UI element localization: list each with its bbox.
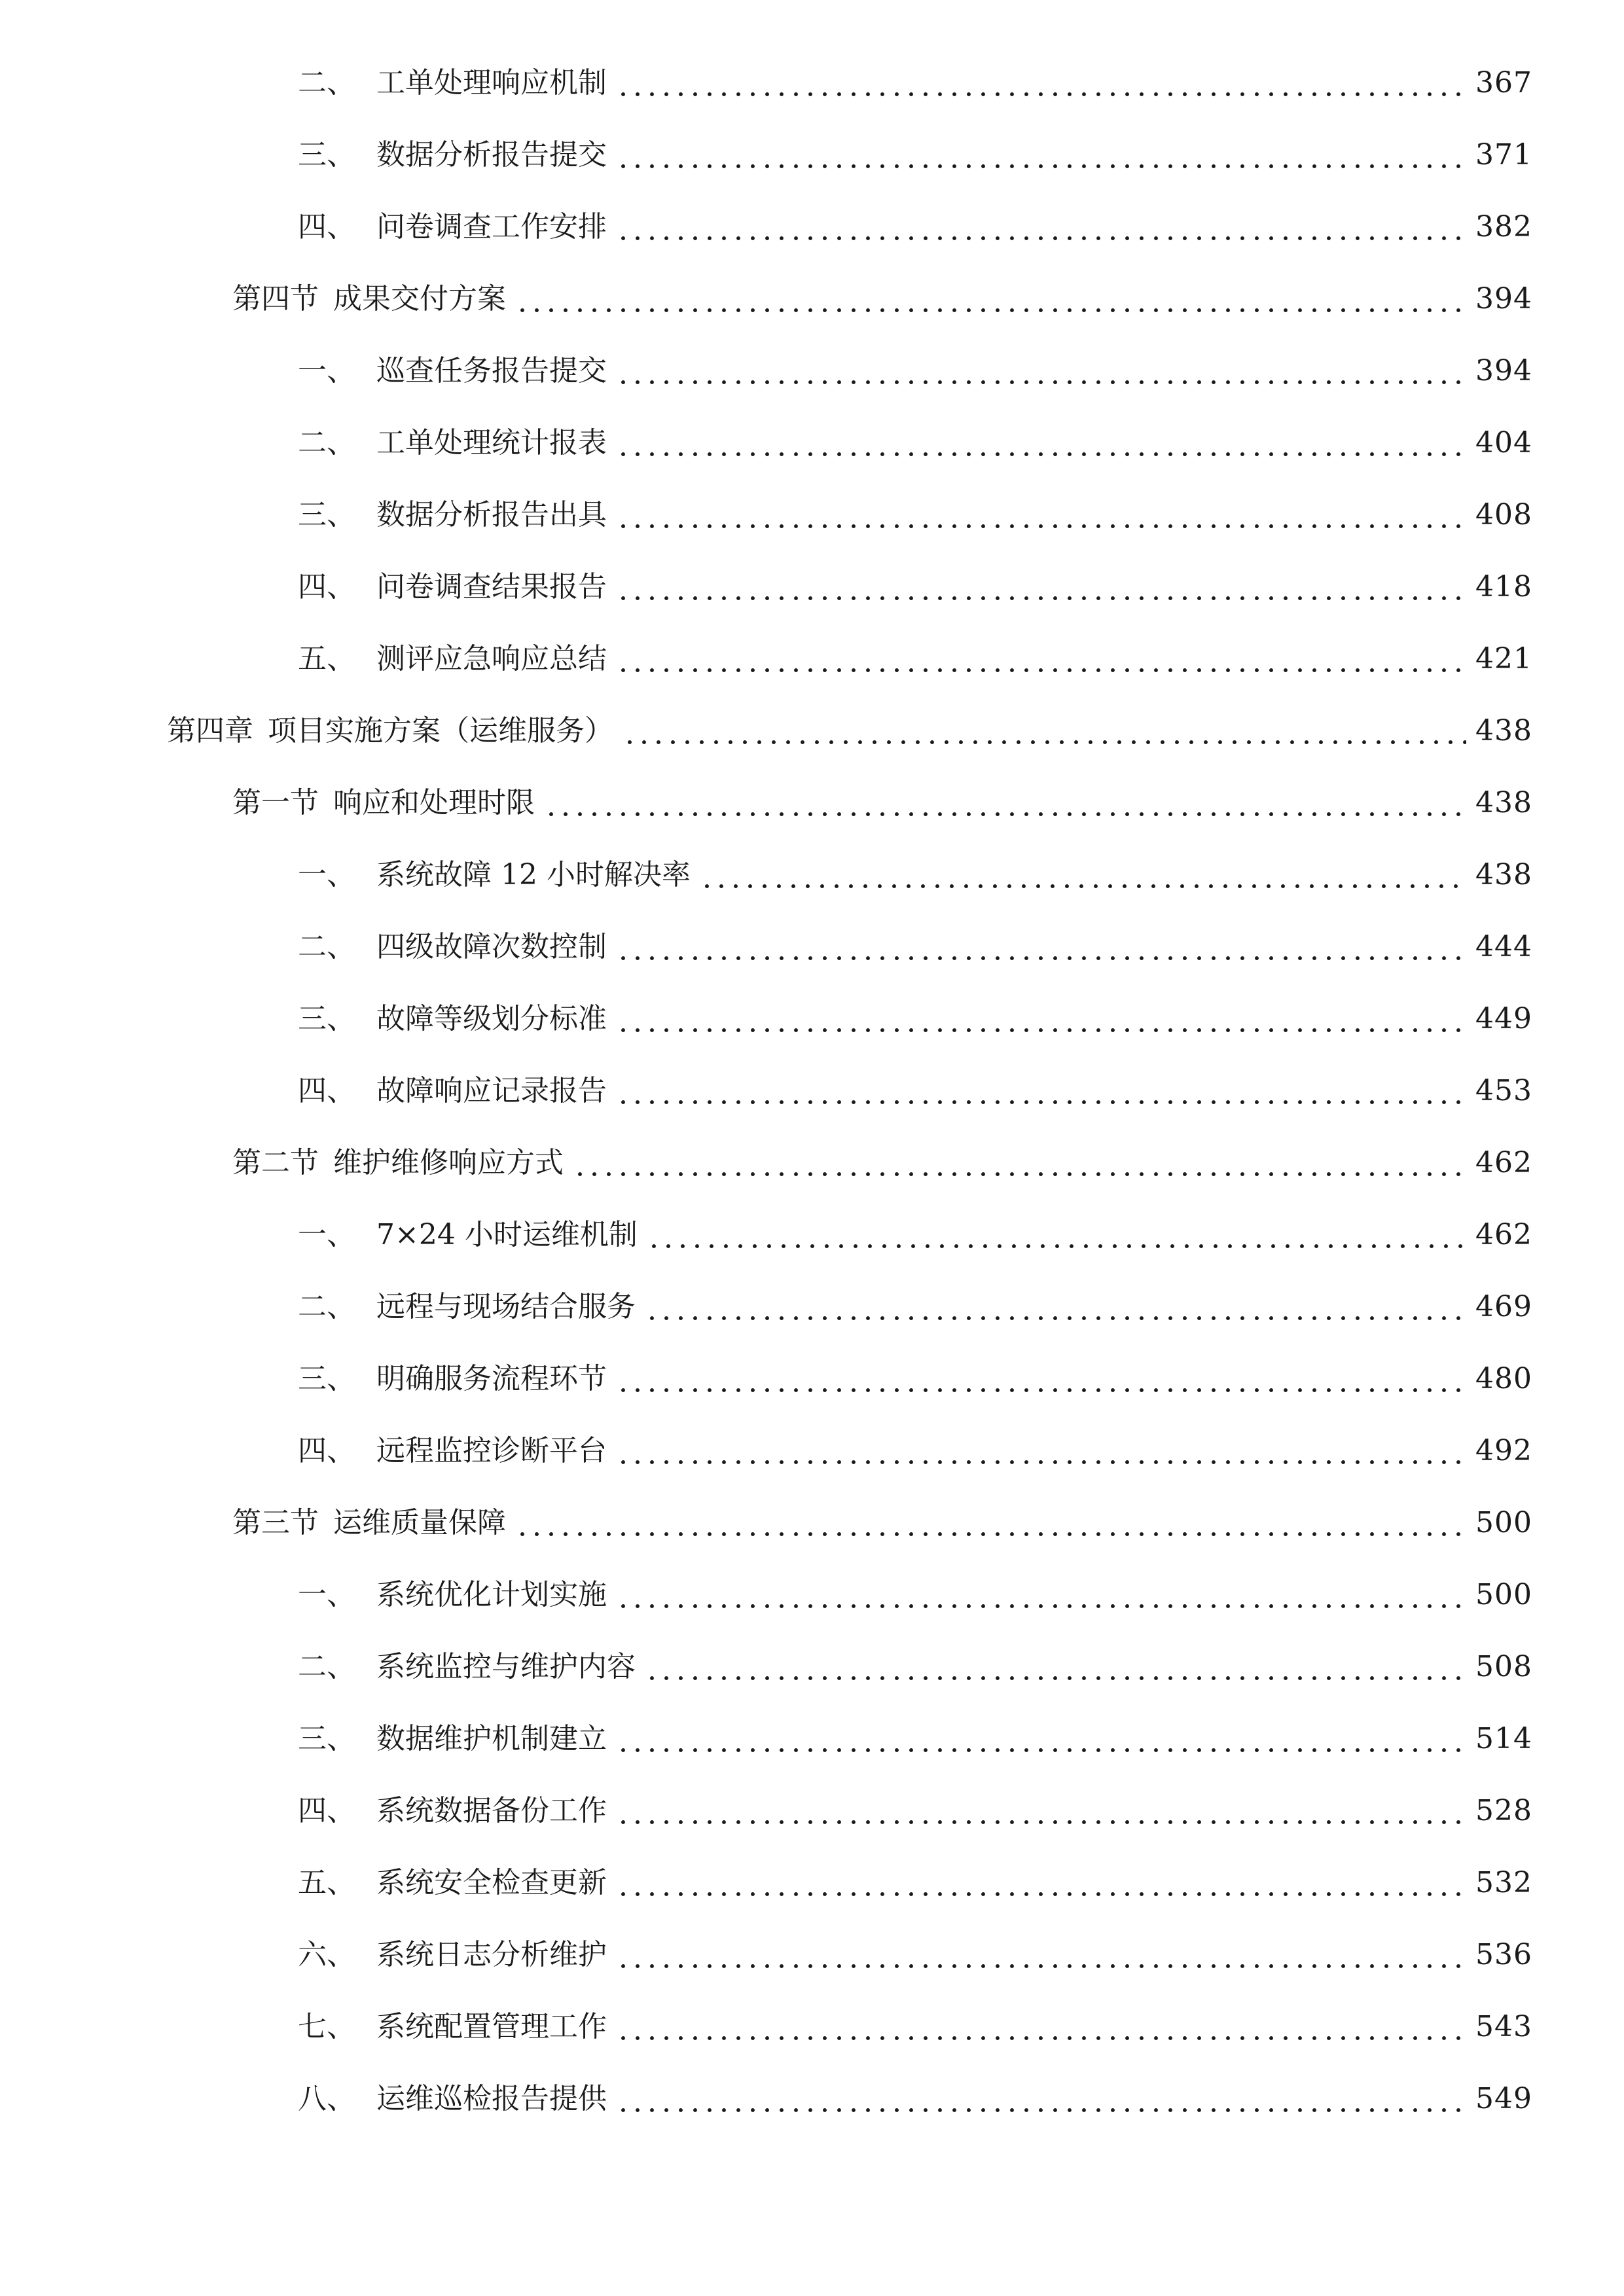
toc-entry-title: 系统数据备份工作 [376, 1794, 607, 1827]
toc-entry-page: 404 [1475, 426, 1532, 459]
toc-entry[interactable] [0, 335, 1624, 407]
dot-leader [616, 1797, 1466, 1825]
toc-entry-number: 一、 [298, 1578, 355, 1611]
dot-leader [616, 2085, 1466, 2113]
toc-entry[interactable] [0, 1199, 1624, 1271]
toc-entry[interactable] [0, 767, 1624, 839]
dot-leader [616, 1437, 1466, 1465]
toc-entry-title: 数据维护机制建立 [376, 1722, 607, 1755]
toc-entry-page: 508 [1475, 1650, 1532, 1683]
toc-entry-title: 测评应急响应总结 [376, 642, 607, 675]
toc-entry-number: 第一节 [232, 786, 319, 819]
toc-entry-title: 数据分析报告出具 [376, 498, 607, 531]
toc-entry-page: 444 [1475, 930, 1532, 963]
dot-leader [616, 1941, 1466, 1969]
toc-entry-page: 469 [1475, 1290, 1532, 1323]
dot-leader [544, 789, 1466, 817]
toc-entry-number: 四、 [298, 570, 355, 603]
dot-leader [647, 1221, 1466, 1249]
toc-entry-number: 六、 [298, 1938, 355, 1971]
toc-entry-title: 系统监控与维护内容 [376, 1650, 636, 1683]
dot-leader [616, 645, 1466, 673]
toc-entry-page: 394 [1475, 282, 1532, 315]
dot-leader [616, 429, 1466, 457]
toc-entry-title: 项目实施方案（运维服务） [268, 714, 613, 747]
toc-entry[interactable] [0, 839, 1624, 911]
dot-leader [616, 933, 1466, 961]
toc-entry-page: 528 [1475, 1794, 1532, 1827]
toc-entry-number: 第三节 [232, 1506, 319, 1539]
toc-entry-number: 四、 [298, 1794, 355, 1827]
toc-entry[interactable] [0, 1127, 1624, 1199]
toc-entry-title: 四级故障次数控制 [376, 930, 607, 963]
toc-entry[interactable] [0, 1703, 1624, 1775]
dot-leader [616, 141, 1466, 170]
toc-entry-number: 四、 [298, 1074, 355, 1107]
toc-entry-number: 第四章 [167, 714, 253, 747]
toc-entry-page: 418 [1475, 570, 1532, 603]
toc-entry-title: 巡查任务报告提交 [376, 354, 607, 387]
dot-leader [616, 213, 1466, 242]
toc-entry-title: 明确服务流程环节 [376, 1362, 607, 1395]
toc-entry-page: 536 [1475, 1938, 1532, 1971]
toc-entry[interactable] [0, 1343, 1624, 1415]
toc-entry[interactable] [0, 191, 1624, 263]
toc-entry-page: 408 [1475, 498, 1532, 531]
toc-entry-page: 394 [1475, 354, 1532, 387]
toc-entry[interactable] [0, 551, 1624, 623]
toc-entry-number: 七、 [298, 2010, 355, 2043]
dot-leader [616, 357, 1466, 386]
toc-entry-number: 第四节 [232, 282, 319, 315]
toc-entry-title: 问卷调查工作安排 [376, 210, 607, 243]
toc-entry-title: 远程监控诊断平台 [376, 1434, 607, 1467]
toc-entry-title: 系统安全检查更新 [376, 1866, 607, 1899]
toc-entry-page: 371 [1475, 138, 1532, 171]
toc-entry-title: 成果交付方案 [333, 282, 506, 315]
toc-entry-number: 一、 [298, 858, 355, 891]
toc-entry-number: 五、 [298, 642, 355, 675]
toc-entry-title: 运维巡检报告提供 [376, 2082, 607, 2115]
toc-entry-number: 八、 [298, 2082, 355, 2115]
toc-entry-title: 系统配置管理工作 [376, 2010, 607, 2043]
toc-entry[interactable] [0, 1991, 1624, 2063]
dot-leader [515, 1509, 1466, 1537]
toc-entry-page: 514 [1475, 1722, 1532, 1755]
toc-entry[interactable] [0, 47, 1624, 119]
toc-entry-page: 462 [1475, 1146, 1532, 1179]
toc-entry-title: 工单处理响应机制 [376, 66, 607, 99]
toc-entry[interactable] [0, 1631, 1624, 1703]
toc-entry-page: 480 [1475, 1362, 1532, 1395]
dot-leader [700, 861, 1466, 889]
toc-entry-page: 492 [1475, 1434, 1532, 1467]
dot-leader [616, 1077, 1466, 1105]
toc-entry-title: 系统故障 12 小时解决率 [376, 858, 691, 891]
dot-leader [616, 501, 1466, 529]
toc-entry-number: 二、 [298, 1650, 355, 1683]
dot-leader [616, 2013, 1466, 2041]
toc-entry-page: 367 [1475, 66, 1532, 99]
toc-entry[interactable] [0, 1415, 1624, 1487]
toc-entry-page: 421 [1475, 642, 1532, 675]
dot-leader [616, 1869, 1466, 1897]
toc-entry[interactable] [0, 2063, 1624, 2135]
table-of-contents [0, 47, 1624, 2135]
dot-leader [616, 1005, 1466, 1033]
toc-entry[interactable] [0, 1271, 1624, 1343]
toc-entry-number: 三、 [298, 1002, 355, 1035]
dot-leader [623, 717, 1466, 745]
toc-entry-title: 问卷调查结果报告 [376, 570, 607, 603]
dot-leader [616, 69, 1466, 98]
toc-entry-title: 维护维修响应方式 [333, 1146, 564, 1179]
toc-entry-page: 500 [1475, 1578, 1532, 1611]
toc-entry-number: 一、 [298, 354, 355, 387]
toc-entry-number: 二、 [298, 426, 355, 459]
dot-leader [616, 573, 1466, 601]
toc-entry-number: 二、 [298, 930, 355, 963]
toc-entry-number: 三、 [298, 1722, 355, 1755]
toc-entry-title: 系统优化计划实施 [376, 1578, 607, 1611]
toc-entry-page: 543 [1475, 2010, 1532, 2043]
toc-entry[interactable] [0, 1775, 1624, 1847]
toc-entry-title: 运维质量保障 [333, 1506, 506, 1539]
toc-entry[interactable] [0, 983, 1624, 1055]
toc-entry-title: 系统日志分析维护 [376, 1938, 607, 1971]
toc-entry-number: 四、 [298, 1434, 355, 1467]
toc-entry-page: 462 [1475, 1218, 1532, 1251]
toc-entry[interactable] [0, 695, 1624, 767]
toc-entry-number: 三、 [298, 138, 355, 171]
toc-entry-number: 五、 [298, 1866, 355, 1899]
toc-entry[interactable] [0, 1055, 1624, 1127]
toc-entry-title: 故障响应记录报告 [376, 1074, 607, 1107]
toc-entry-page: 549 [1475, 2082, 1532, 2115]
toc-entry-page: 453 [1475, 1074, 1532, 1107]
toc-entry-number: 二、 [298, 66, 355, 99]
toc-entry[interactable] [0, 479, 1624, 551]
dot-leader [515, 285, 1466, 314]
dot-leader [573, 1149, 1466, 1177]
toc-entry-page: 438 [1475, 714, 1532, 747]
toc-entry[interactable] [0, 263, 1624, 335]
dot-leader [616, 1725, 1466, 1753]
toc-entry-number: 第二节 [232, 1146, 319, 1179]
toc-entry-page: 382 [1475, 210, 1532, 243]
toc-entry-title: 工单处理统计报表 [376, 426, 607, 459]
toc-entry-page: 449 [1475, 1002, 1532, 1035]
toc-entry-page: 438 [1475, 858, 1532, 891]
toc-entry[interactable] [0, 1487, 1624, 1559]
toc-entry[interactable] [0, 623, 1624, 695]
toc-entry-page: 500 [1475, 1506, 1532, 1539]
toc-entry[interactable] [0, 1559, 1624, 1631]
toc-entry-title: 7×24 小时运维机制 [376, 1218, 638, 1251]
toc-entry-title: 远程与现场结合服务 [376, 1290, 636, 1323]
toc-entry-page: 532 [1475, 1866, 1532, 1899]
toc-entry-title: 数据分析报告提交 [376, 138, 607, 171]
toc-entry[interactable] [0, 1919, 1624, 1991]
toc-entry[interactable] [0, 1847, 1624, 1919]
toc-entry-number: 一、 [298, 1218, 355, 1251]
toc-entry-number: 四、 [298, 210, 355, 243]
dot-leader [616, 1581, 1466, 1609]
toc-entry-number: 二、 [298, 1290, 355, 1323]
toc-entry-number: 三、 [298, 1362, 355, 1395]
toc-entry[interactable] [0, 407, 1624, 479]
toc-entry-title: 响应和处理时限 [333, 786, 535, 819]
dot-leader [616, 1365, 1466, 1393]
toc-entry[interactable] [0, 911, 1624, 983]
toc-entry[interactable] [0, 119, 1624, 191]
dot-leader [645, 1293, 1466, 1321]
toc-entry-title: 故障等级划分标准 [376, 1002, 607, 1035]
toc-entry-page: 438 [1475, 786, 1532, 819]
toc-entry-number: 三、 [298, 498, 355, 531]
dot-leader [645, 1653, 1466, 1681]
